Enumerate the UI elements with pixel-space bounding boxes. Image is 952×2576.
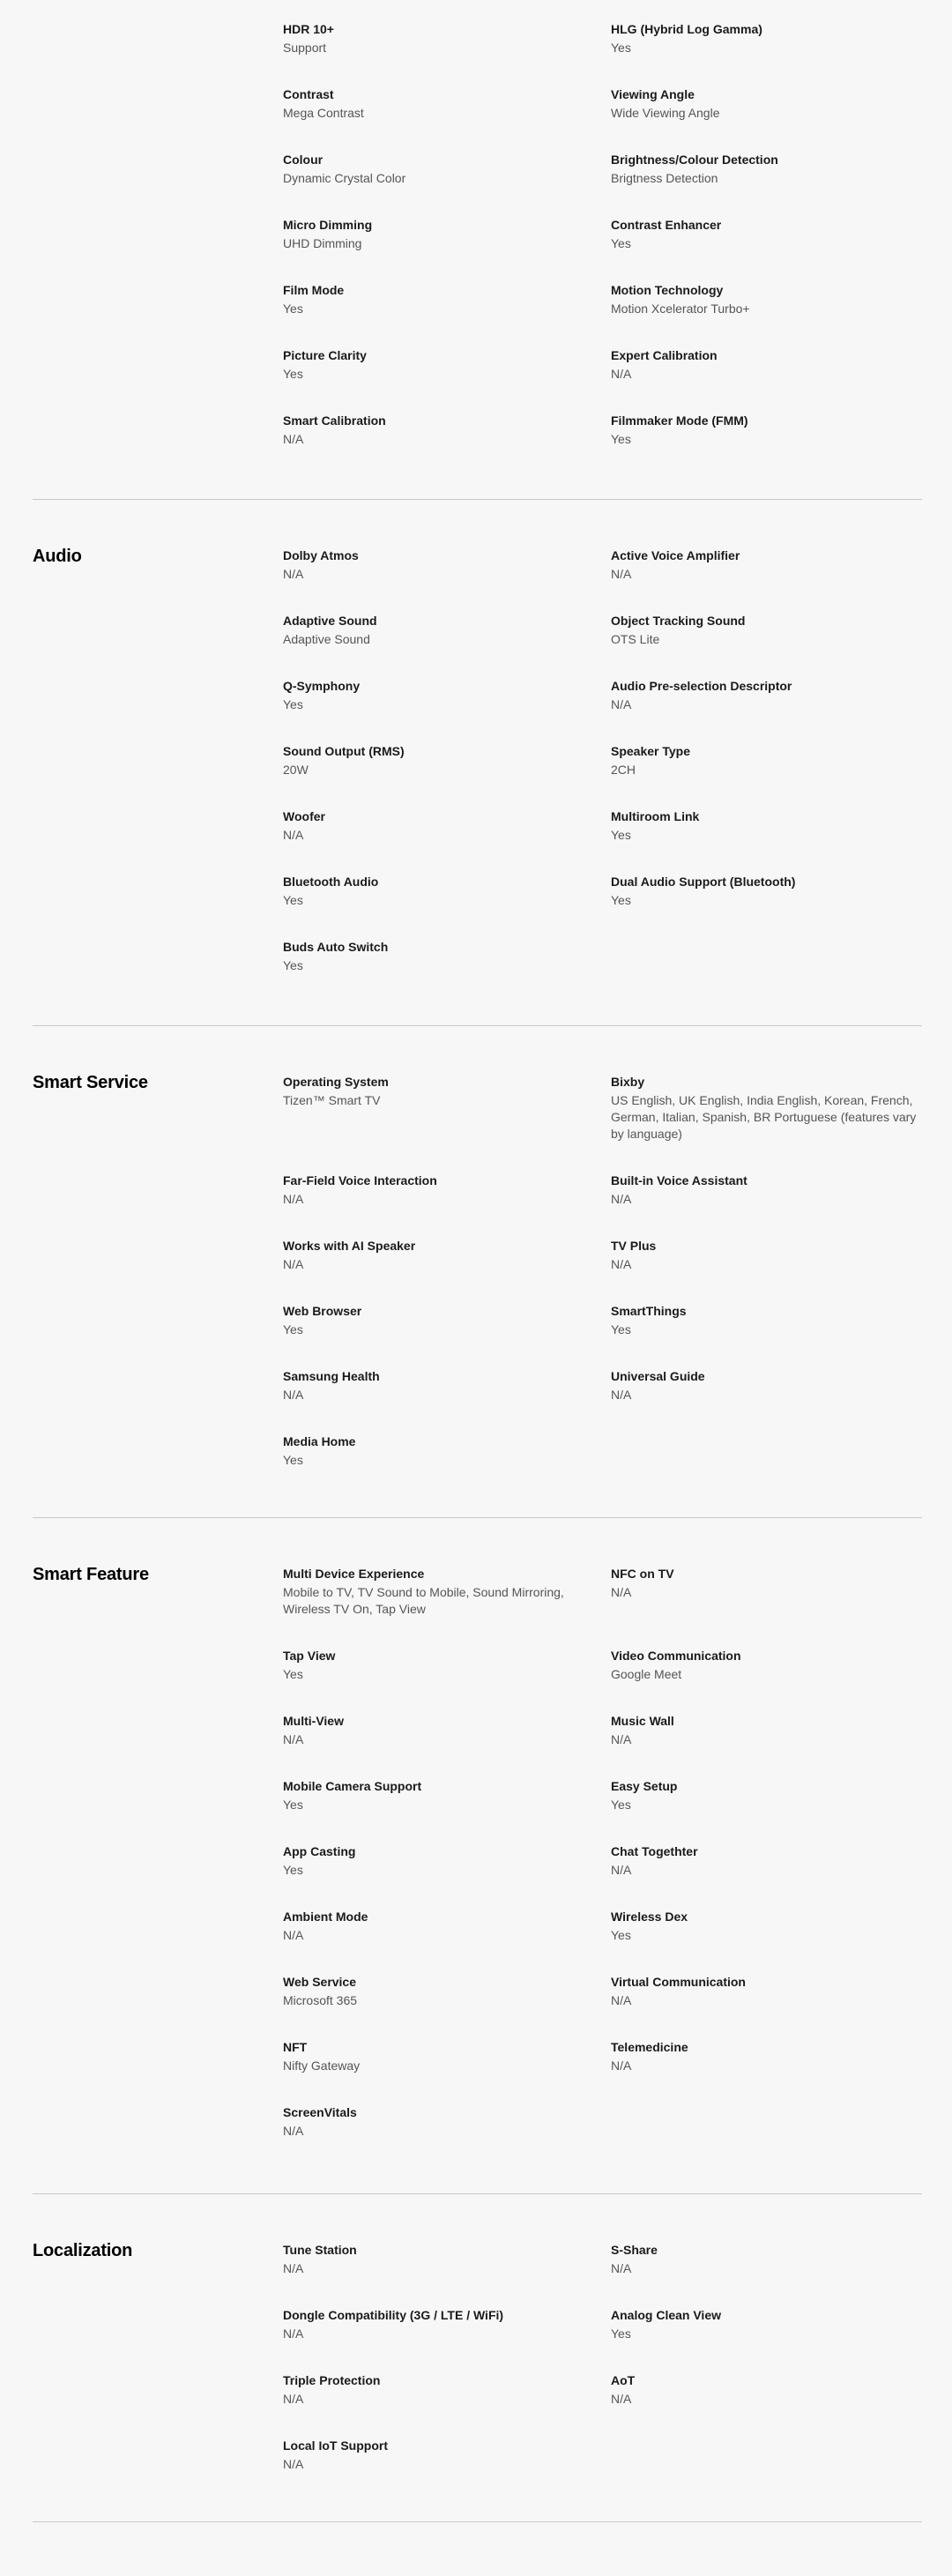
spec-label: Contrast Enhancer	[611, 218, 722, 232]
spec-value: Yes	[283, 893, 303, 907]
spec-item	[611, 1974, 919, 2009]
section-title: Smart Feature	[33, 1565, 149, 1584]
spec-value: Dynamic Crystal Color	[283, 171, 406, 185]
spec-item	[611, 808, 919, 844]
spec-label: Tap View	[283, 1649, 336, 1663]
spec-item	[283, 1238, 611, 1273]
spec-value: N/A	[283, 2124, 304, 2138]
spec-label: Chat Togethter	[611, 1844, 698, 1858]
spec-item	[283, 1648, 611, 1683]
spec-label: NFT	[283, 2040, 308, 2054]
spec-item	[611, 1909, 919, 1944]
spec-label: Smart Calibration	[283, 413, 386, 428]
spec-label: Music Wall	[611, 1714, 674, 1728]
spec-value: N/A	[283, 828, 304, 842]
spec-item	[283, 1173, 611, 1208]
spec-item	[611, 613, 919, 648]
spec-value: Google Meet	[611, 1667, 682, 1681]
spec-value: UHD Dimming	[283, 236, 362, 250]
spec-value: Tizen™ Smart TV	[283, 1093, 381, 1107]
spec-value: N/A	[611, 2392, 632, 2406]
spec-label: Active Voice Amplifier	[611, 548, 740, 562]
spec-label: Buds Auto Switch	[283, 940, 389, 954]
spec-item	[283, 282, 611, 317]
spec-item	[283, 217, 611, 252]
section-title: Localization	[33, 2241, 133, 2260]
spec-value: Microsoft 365	[283, 1993, 358, 2007]
spec-label: AoT	[611, 2373, 636, 2387]
spec-item	[283, 613, 611, 648]
spec-grid	[283, 547, 919, 974]
spec-item	[283, 1843, 611, 1879]
spec-item	[611, 874, 919, 909]
spec-value: Nifty Gateway	[283, 2059, 361, 2073]
spec-label: Dongle Compatibility (3G / LTE / WiFi)	[283, 2308, 504, 2322]
spec-value: Yes	[611, 1322, 631, 1336]
spec-label: Object Tracking Sound	[611, 614, 746, 628]
spec-label: Operating System	[283, 1075, 389, 1089]
spec-label: S-Share	[611, 2243, 658, 2257]
spec-label: Micro Dimming	[283, 218, 373, 232]
spec-value: Yes	[283, 302, 303, 316]
spec-value: Yes	[283, 367, 303, 381]
spec-label: Dual Audio Support (Bluetooth)	[611, 875, 796, 889]
spec-label: Virtual Communication	[611, 1975, 746, 1989]
spec-grid	[283, 2242, 919, 2473]
spec-item	[283, 2104, 611, 2140]
spec-item	[611, 678, 919, 713]
spec-value: N/A	[611, 1585, 632, 1599]
spec-value: N/A	[611, 1993, 632, 2007]
spec-value: N/A	[611, 697, 632, 711]
spec-value: Yes	[611, 828, 631, 842]
spec-value: N/A	[283, 2261, 304, 2275]
spec-item	[283, 874, 611, 909]
spec-label: SmartThings	[611, 1304, 687, 1318]
spec-item	[283, 2307, 611, 2342]
spec-value: Motion Xcelerator Turbo+	[611, 302, 750, 316]
spec-grid	[283, 1074, 919, 1469]
spec-item	[283, 152, 611, 187]
spec-value: N/A	[283, 2327, 304, 2341]
spec-value: N/A	[611, 1257, 632, 1271]
spec-item	[611, 217, 919, 252]
spec-value: Yes	[283, 1453, 303, 1467]
spec-item	[611, 1173, 919, 1208]
spec-label: Ambient Mode	[283, 1910, 368, 1924]
spec-item	[283, 2438, 611, 2473]
spec-item	[611, 2242, 919, 2277]
spec-item	[283, 808, 611, 844]
spec-item	[611, 547, 919, 583]
spec-label: Wireless Dex	[611, 1910, 688, 1924]
spec-label: Adaptive Sound	[283, 614, 377, 628]
spec-value: Yes	[611, 432, 631, 446]
spec-item	[611, 21, 919, 56]
spec-label: Tune Station	[283, 2243, 357, 2257]
section-divider	[33, 499, 922, 500]
spec-label: Contrast	[283, 87, 334, 101]
spec-item	[283, 347, 611, 383]
spec-item	[611, 1566, 919, 1618]
spec-item	[283, 678, 611, 713]
spec-value: N/A	[611, 1388, 632, 1402]
spec-label: HLG (Hybrid Log Gamma)	[611, 22, 762, 36]
section-divider	[33, 2521, 922, 2522]
spec-value: Brigtness Detection	[611, 171, 718, 185]
spec-value: Yes	[611, 2327, 631, 2341]
spec-value: N/A	[283, 432, 304, 446]
spec-label: Video Communication	[611, 1649, 741, 1663]
spec-item	[611, 1074, 919, 1143]
spec-label: Brightness/Colour Detection	[611, 153, 778, 167]
spec-item	[283, 86, 611, 122]
spec-value: Mobile to TV, TV Sound to Mobile, Sound Mirroring, Wireless TV On, Tap View	[283, 1585, 564, 1616]
spec-label: Sound Output (RMS)	[283, 744, 405, 758]
spec-grid	[283, 21, 919, 448]
section-title: Audio	[33, 547, 82, 566]
spec-label: Film Mode	[283, 283, 345, 297]
spec-item	[611, 152, 919, 187]
spec-label: HDR 10+	[283, 22, 334, 36]
spec-grid	[283, 1566, 919, 2140]
spec-value: 2CH	[611, 763, 636, 777]
spec-item	[611, 1843, 919, 1879]
spec-label: Multiroom Link	[611, 809, 700, 823]
spec-label: Far-Field Voice Interaction	[283, 1173, 437, 1187]
spec-label: Samsung Health	[283, 1369, 380, 1383]
spec-value: Yes	[611, 1798, 631, 1812]
spec-label: Expert Calibration	[611, 348, 718, 362]
spec-value: N/A	[283, 1192, 304, 1206]
spec-label: Speaker Type	[611, 744, 691, 758]
spec-label: Picture Clarity	[283, 348, 367, 362]
spec-value: 20W	[283, 763, 309, 777]
spec-value: N/A	[283, 1928, 304, 1942]
spec-item	[611, 1778, 919, 1813]
spec-label: Universal Guide	[611, 1369, 705, 1383]
spec-value: Yes	[611, 1928, 631, 1942]
spec-item	[611, 1368, 919, 1403]
spec-label: Works with AI Speaker	[283, 1239, 416, 1253]
spec-label: Woofer	[283, 809, 325, 823]
spec-label: Telemedicine	[611, 2040, 688, 2054]
spec-value: N/A	[283, 2457, 304, 2471]
spec-item	[611, 2307, 919, 2342]
spec-item	[283, 1303, 611, 1338]
spec-item	[283, 1566, 611, 1618]
spec-item	[283, 547, 611, 583]
spec-item	[611, 2039, 919, 2074]
spec-value: Yes	[283, 1667, 303, 1681]
spec-item	[283, 1433, 611, 1469]
section-divider	[33, 1025, 922, 1026]
spec-value: N/A	[611, 567, 632, 581]
spec-label: Media Home	[283, 1434, 356, 1448]
spec-label: Multi-View	[283, 1714, 344, 1728]
spec-item	[611, 1713, 919, 1748]
spec-label: Triple Protection	[283, 2373, 381, 2387]
spec-value: Yes	[611, 41, 631, 55]
spec-item	[283, 1713, 611, 1748]
spec-label: Web Browser	[283, 1304, 362, 1318]
spec-item	[611, 2372, 919, 2408]
spec-label: Motion Technology	[611, 283, 724, 297]
spec-label: Multi Device Experience	[283, 1567, 425, 1581]
spec-label: Local IoT Support	[283, 2438, 388, 2453]
spec-label: Easy Setup	[611, 1779, 678, 1793]
spec-item	[283, 939, 611, 974]
spec-item	[283, 743, 611, 778]
spec-item	[611, 413, 919, 448]
spec-label: Audio Pre-selection Descriptor	[611, 679, 792, 693]
spec-value: Adaptive Sound	[283, 632, 370, 646]
spec-label: App Casting	[283, 1844, 356, 1858]
spec-item	[283, 1074, 611, 1143]
spec-value: N/A	[611, 1192, 632, 1206]
spec-item	[283, 2372, 611, 2408]
spec-value: Yes	[611, 236, 631, 250]
spec-value: Yes	[283, 1322, 303, 1336]
spec-value: Yes	[283, 1863, 303, 1877]
spec-value: N/A	[611, 2059, 632, 2073]
spec-value: US English, UK English, India English, Korean, French, German, Italian, Spanish, BR Portuguese (features vary by language)	[611, 1093, 917, 1141]
spec-label: Colour	[283, 153, 324, 167]
spec-value: Yes	[611, 893, 631, 907]
spec-label: Mobile Camera Support	[283, 1779, 422, 1793]
spec-value: N/A	[611, 2261, 632, 2275]
spec-label: Dolby Atmos	[283, 548, 359, 562]
spec-value: N/A	[611, 367, 632, 381]
spec-label: Q-Symphony	[283, 679, 361, 693]
spec-item	[283, 2242, 611, 2277]
spec-label: Built-in Voice Assistant	[611, 1173, 747, 1187]
spec-item	[283, 21, 611, 56]
spec-item	[283, 1778, 611, 1813]
spec-value: N/A	[283, 1388, 304, 1402]
spec-value: OTS Lite	[611, 632, 660, 646]
spec-item	[283, 1368, 611, 1403]
spec-item	[611, 347, 919, 383]
spec-item	[611, 86, 919, 122]
spec-label: Web Service	[283, 1975, 357, 1989]
spec-label: Viewing Angle	[611, 87, 695, 101]
spec-label: ScreenVitals	[283, 2105, 357, 2119]
spec-value: N/A	[611, 1863, 632, 1877]
spec-item	[283, 1974, 611, 2009]
spec-label: NFC on TV	[611, 1567, 674, 1581]
spec-value: N/A	[611, 1732, 632, 1746]
spec-value: Support	[283, 41, 327, 55]
spec-item	[283, 2039, 611, 2074]
spec-value: Yes	[283, 697, 303, 711]
spec-item	[611, 1238, 919, 1273]
spec-item	[283, 413, 611, 448]
spec-label: TV Plus	[611, 1239, 657, 1253]
spec-value: N/A	[283, 567, 304, 581]
spec-value: N/A	[283, 1732, 304, 1746]
spec-item	[283, 1909, 611, 1944]
spec-item	[611, 1303, 919, 1338]
section-title: Smart Service	[33, 1073, 148, 1092]
spec-item	[611, 282, 919, 317]
spec-value: Wide Viewing Angle	[611, 106, 720, 120]
spec-value: N/A	[283, 2392, 304, 2406]
spec-item	[611, 743, 919, 778]
spec-value: Yes	[283, 1798, 303, 1812]
spec-label: Analog Clean View	[611, 2308, 721, 2322]
section-divider	[33, 2193, 922, 2194]
spec-value: Mega Contrast	[283, 106, 364, 120]
spec-item	[611, 1648, 919, 1683]
spec-value: Yes	[283, 958, 303, 972]
spec-value: N/A	[283, 1257, 304, 1271]
spec-label: Bixby	[611, 1075, 645, 1089]
section-divider	[33, 1517, 922, 1518]
spec-label: Filmmaker Mode (FMM)	[611, 413, 748, 428]
spec-label: Bluetooth Audio	[283, 875, 379, 889]
